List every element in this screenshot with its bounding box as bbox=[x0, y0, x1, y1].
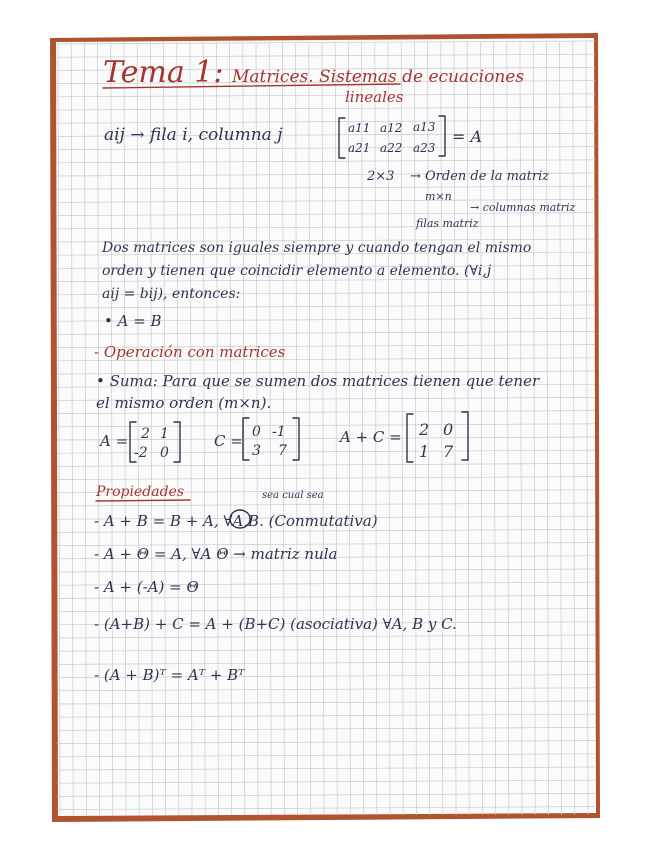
equality-line-3: aij = bij), entonces: bbox=[102, 286, 241, 302]
suma-line-1: • Suma: Para que se sumen dos matrices tienen que tener bbox=[96, 372, 540, 390]
example-c-label: C = bbox=[214, 432, 243, 450]
cell: 2 bbox=[419, 420, 430, 439]
mxn-label: m×n bbox=[425, 190, 452, 203]
matrix-cell: a11 bbox=[348, 121, 371, 135]
paper bbox=[56, 38, 596, 816]
property-2: - A + Θ = A, ∀A Θ → matriz nula bbox=[94, 545, 338, 563]
suma-line-2: el mismo orden (m×n). bbox=[96, 394, 272, 412]
title-rest-line1: Matrices. Sistemas de ecuaciones bbox=[232, 67, 525, 87]
matrix-cell: a12 bbox=[380, 121, 403, 135]
title-rest-line2: lineales bbox=[345, 88, 404, 106]
cell: 2 bbox=[141, 426, 150, 442]
cell: 0 bbox=[160, 445, 169, 461]
matrix-equals: = A bbox=[452, 127, 483, 146]
property-5: - (A + B)ᵀ = Aᵀ + Bᵀ bbox=[94, 666, 245, 684]
cell: -1 bbox=[272, 424, 286, 440]
example-a-label: A = bbox=[100, 432, 129, 450]
matrix-cell: a23 bbox=[413, 141, 436, 155]
equality-line-2: orden y tienen que coincidir elemento a elemento. (∀i,j bbox=[102, 263, 492, 279]
properties-heading: Propiedades bbox=[96, 484, 185, 500]
matrix-cell: a13 bbox=[413, 120, 436, 134]
cell: 1 bbox=[160, 426, 169, 442]
title-lead: Tema 1: bbox=[103, 55, 224, 90]
cell: 7 bbox=[443, 442, 454, 461]
element-notation: aij → fila i, columna j bbox=[104, 125, 283, 145]
properties-note: sea cual sea bbox=[262, 490, 324, 501]
order-note: → Orden de la matriz bbox=[410, 169, 550, 184]
cell: 3 bbox=[252, 443, 261, 459]
operations-heading: - Operación con matrices bbox=[94, 343, 286, 361]
example-sum-label: A + C = bbox=[340, 428, 402, 446]
columns-note: → columnas matriz bbox=[470, 201, 576, 214]
cell: 0 bbox=[252, 424, 261, 440]
property-3: - A + (-A) = Θ bbox=[94, 578, 199, 596]
rows-note: filas matriz bbox=[416, 217, 479, 230]
properties-underline bbox=[96, 500, 190, 501]
matrix-cell: a21 bbox=[348, 141, 371, 155]
cell: 7 bbox=[278, 443, 287, 459]
equality-line-1: Dos matrices son iguales siempre y cuando tengan el mismo bbox=[102, 240, 532, 256]
cell: -2 bbox=[134, 445, 148, 461]
matrix-cell: a22 bbox=[380, 141, 403, 155]
property-1: - A + B = B + A, ∀A,B. (Conmutativa) bbox=[94, 512, 378, 530]
cell: 1 bbox=[419, 442, 430, 461]
equality-bullet: • A = B bbox=[104, 312, 162, 330]
order-size: 2×3 bbox=[367, 169, 395, 184]
cell: 0 bbox=[443, 420, 454, 439]
property-4: - (A+B) + C = A + (B+C) (asociativa) ∀A, B y C. bbox=[94, 615, 457, 633]
